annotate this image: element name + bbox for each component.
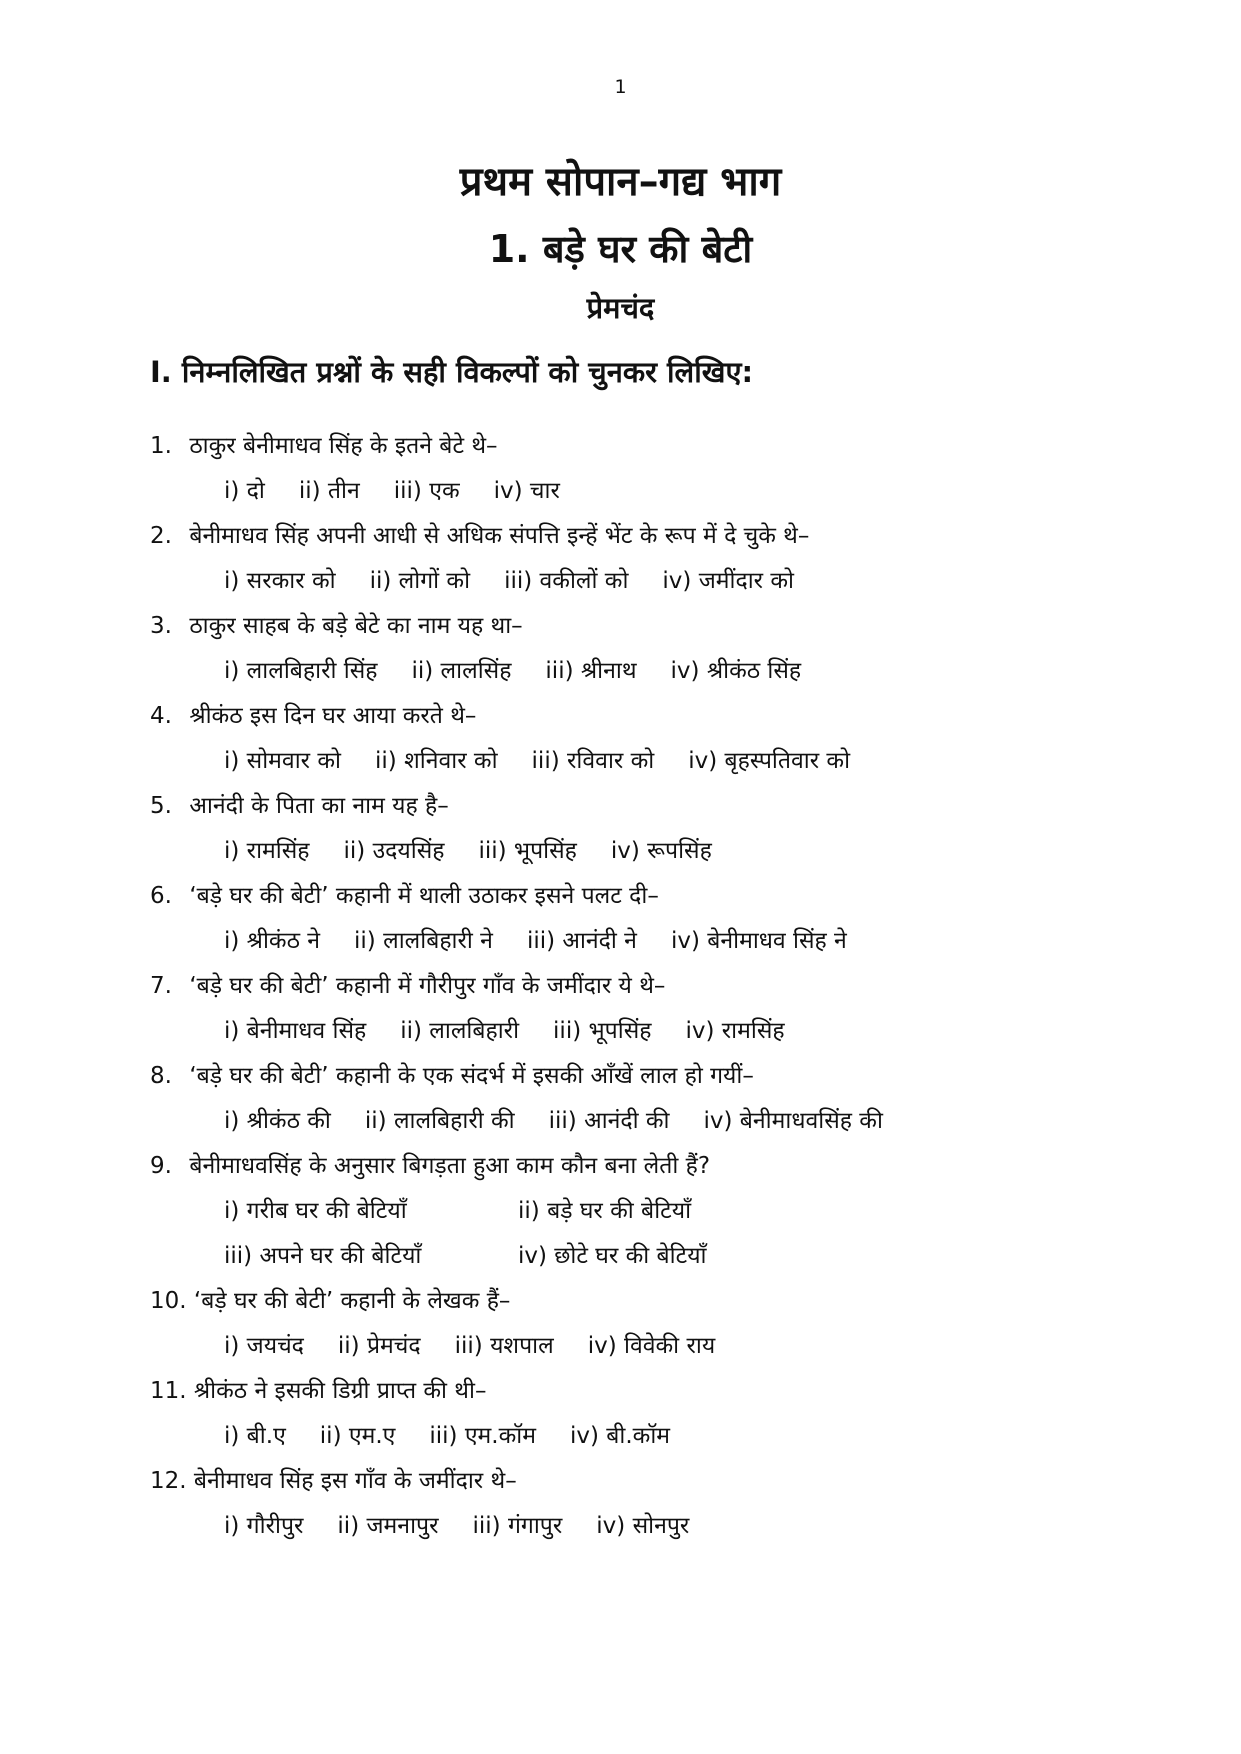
options-row — [150, 469, 1150, 514]
question-item — [150, 1279, 1150, 1324]
options-row — [150, 1234, 1150, 1279]
question-item — [150, 604, 1150, 649]
options-row — [150, 1009, 1150, 1054]
question-text: ‘बड़े घर की बेटी’ कहानी के एक संदर्भ में इसकी आँखें लाल हो गयीं– — [189, 1063, 754, 1089]
question-text: ‘बड़े घर की बेटी’ कहानी में गौरीपुर गाँव के जमींदार ये थे– — [189, 973, 666, 999]
option-text: ii) प्रेमचंद — [337, 1333, 421, 1359]
question-item — [150, 1369, 1150, 1414]
options-row — [150, 919, 1150, 964]
question-text: ठाकुर साहब के बड़े बेटे का नाम यह था– — [189, 613, 523, 639]
chapter-title: 1. बड़े घर की बेटी — [488, 227, 753, 271]
option-text: iv) बेनीमाधवसिंह की — [703, 1108, 883, 1134]
question-text: श्रीकंठ इस दिन घर आया करते थे– — [189, 703, 477, 729]
options-row — [150, 1324, 1150, 1369]
question-number: 4. — [150, 703, 172, 729]
option-text: iv) बी.कॉम — [570, 1423, 671, 1449]
option-text: i) श्रीकंठ की — [224, 1108, 331, 1134]
option-text: i) रामसिंह — [224, 838, 310, 864]
question-number: 3. — [150, 613, 172, 639]
question-number: 7. — [150, 973, 172, 999]
options-row — [150, 1504, 1150, 1549]
option-text: ii) लालबिहारी ने — [354, 928, 493, 954]
question-text: आनंदी के पिता का नाम यह है– — [189, 793, 449, 819]
option-text: iii) वकीलों को — [504, 568, 629, 594]
option-text: i) दो — [224, 478, 265, 504]
option-text: iii) आनंदी ने — [526, 928, 637, 954]
question-number: 5. — [150, 793, 172, 819]
options-row — [150, 739, 1150, 784]
question-item — [150, 514, 1150, 559]
options-row — [150, 559, 1150, 604]
page-number: 1 — [614, 76, 627, 98]
option-text: iv) श्रीकंठ सिंह — [670, 658, 802, 684]
option-text: ii) उदयसिंह — [343, 838, 445, 864]
option-text: iii) आनंदी की — [548, 1108, 670, 1134]
option-text: ii) जमनापुर — [337, 1513, 439, 1539]
question-item — [150, 874, 1150, 919]
option-text: i) सोमवार को — [224, 748, 342, 774]
option-text: i) गौरीपुर — [224, 1513, 304, 1539]
question-item — [150, 424, 1150, 469]
question-number: 12. — [150, 1468, 187, 1494]
question-item — [150, 694, 1150, 739]
question-item — [150, 964, 1150, 1009]
option-text: iv) चार — [493, 478, 560, 504]
part-heading: प्रथम सोपान–गद्य भाग — [459, 159, 782, 205]
option-text: i) जयचंद — [224, 1333, 304, 1359]
question-number: 9. — [150, 1153, 172, 1179]
question-number: 1. — [150, 433, 172, 459]
options-row — [150, 1414, 1150, 1459]
question-number: 6. — [150, 883, 172, 909]
option-text: iii) यशपाल — [454, 1333, 554, 1359]
option-text: iv) छोटे घर की बेटियाँ — [518, 1243, 707, 1269]
option-text: ii) लालबिहारी की — [364, 1108, 515, 1134]
option-text: i) लालबिहारी सिंह — [224, 658, 378, 684]
question-item — [150, 1459, 1150, 1504]
question-number: 2. — [150, 523, 172, 549]
question-text: श्रीकंठ ने इसकी डिग्री प्राप्त की थी– — [193, 1378, 487, 1404]
option-text: iii) भूपसिंह — [553, 1018, 652, 1044]
question-text: बेनीमाधव सिंह अपनी आधी से अधिक संपत्ति इन्हें भेंट के रूप में दे चुके थे– — [189, 523, 810, 549]
option-text: iv) जमींदार को — [662, 568, 794, 594]
question-text: ‘बड़े घर की बेटी’ कहानी के लेखक हैं– — [193, 1288, 511, 1314]
option-text: iv) बृहस्पतिवार को — [688, 748, 851, 774]
option-text: i) सरकार को — [224, 568, 336, 594]
option-text: i) गरीब घर की बेटियाँ — [224, 1198, 407, 1224]
question-text: बेनीमाधवसिंह के अनुसार बिगड़ता हुआ काम कौन बना लेती हैं? — [189, 1153, 711, 1179]
options-row — [150, 1099, 1150, 1144]
option-text: iv) सोनपुर — [596, 1513, 690, 1539]
option-text: iv) रामसिंह — [685, 1018, 785, 1044]
question-number: 10. — [150, 1288, 187, 1314]
option-text: ii) तीन — [298, 478, 360, 504]
question-list — [150, 424, 1150, 1549]
options-row — [150, 649, 1150, 694]
option-text: iii) भूपसिंह — [478, 838, 577, 864]
option-text: iv) विवेकी राय — [587, 1333, 716, 1359]
option-text: ii) लालसिंह — [411, 658, 512, 684]
options-row — [150, 1189, 1150, 1234]
option-text: i) बेनीमाधव सिंह — [224, 1018, 367, 1044]
question-text: ‘बड़े घर की बेटी’ कहानी में थाली उठाकर इसने पलट दी– — [189, 883, 659, 909]
question-number: 11. — [150, 1378, 187, 1404]
option-text: iii) गंगापुर — [472, 1513, 563, 1539]
author-name: प्रेमचंद — [586, 291, 655, 325]
option-text: ii) शनिवार को — [375, 748, 498, 774]
question-item — [150, 1054, 1150, 1099]
question-item — [150, 1144, 1150, 1189]
section-title: I. निम्नलिखित प्रश्नों के सही विकल्पों को चुनकर लिखिए: — [150, 355, 754, 389]
option-text: iii) अपने घर की बेटियाँ — [224, 1243, 422, 1269]
option-text: iii) श्रीनाथ — [545, 658, 637, 684]
option-text: ii) लोगों को — [369, 568, 471, 594]
option-text: ii) बड़े घर की बेटियाँ — [518, 1198, 692, 1224]
question-number: 8. — [150, 1063, 172, 1089]
option-text: iii) रविवार को — [531, 748, 655, 774]
option-text: iv) बेनीमाधव सिंह ने — [670, 928, 847, 954]
option-text: ii) लालबिहारी — [400, 1018, 520, 1044]
option-text: iii) एम.कॉम — [429, 1423, 536, 1449]
question-text: ठाकुर बेनीमाधव सिंह के इतने बेटे थे– — [189, 433, 498, 459]
question-item — [150, 784, 1150, 829]
option-text: iii) एक — [393, 478, 460, 504]
option-text: i) बी.ए — [224, 1423, 286, 1449]
option-text: iv) रूपसिंह — [610, 838, 712, 864]
options-row — [150, 829, 1150, 874]
option-text: i) श्रीकंठ ने — [224, 928, 321, 954]
question-text: बेनीमाधव सिंह इस गाँव के जमींदार थे– — [193, 1468, 517, 1494]
option-text: ii) एम.ए — [319, 1423, 396, 1449]
